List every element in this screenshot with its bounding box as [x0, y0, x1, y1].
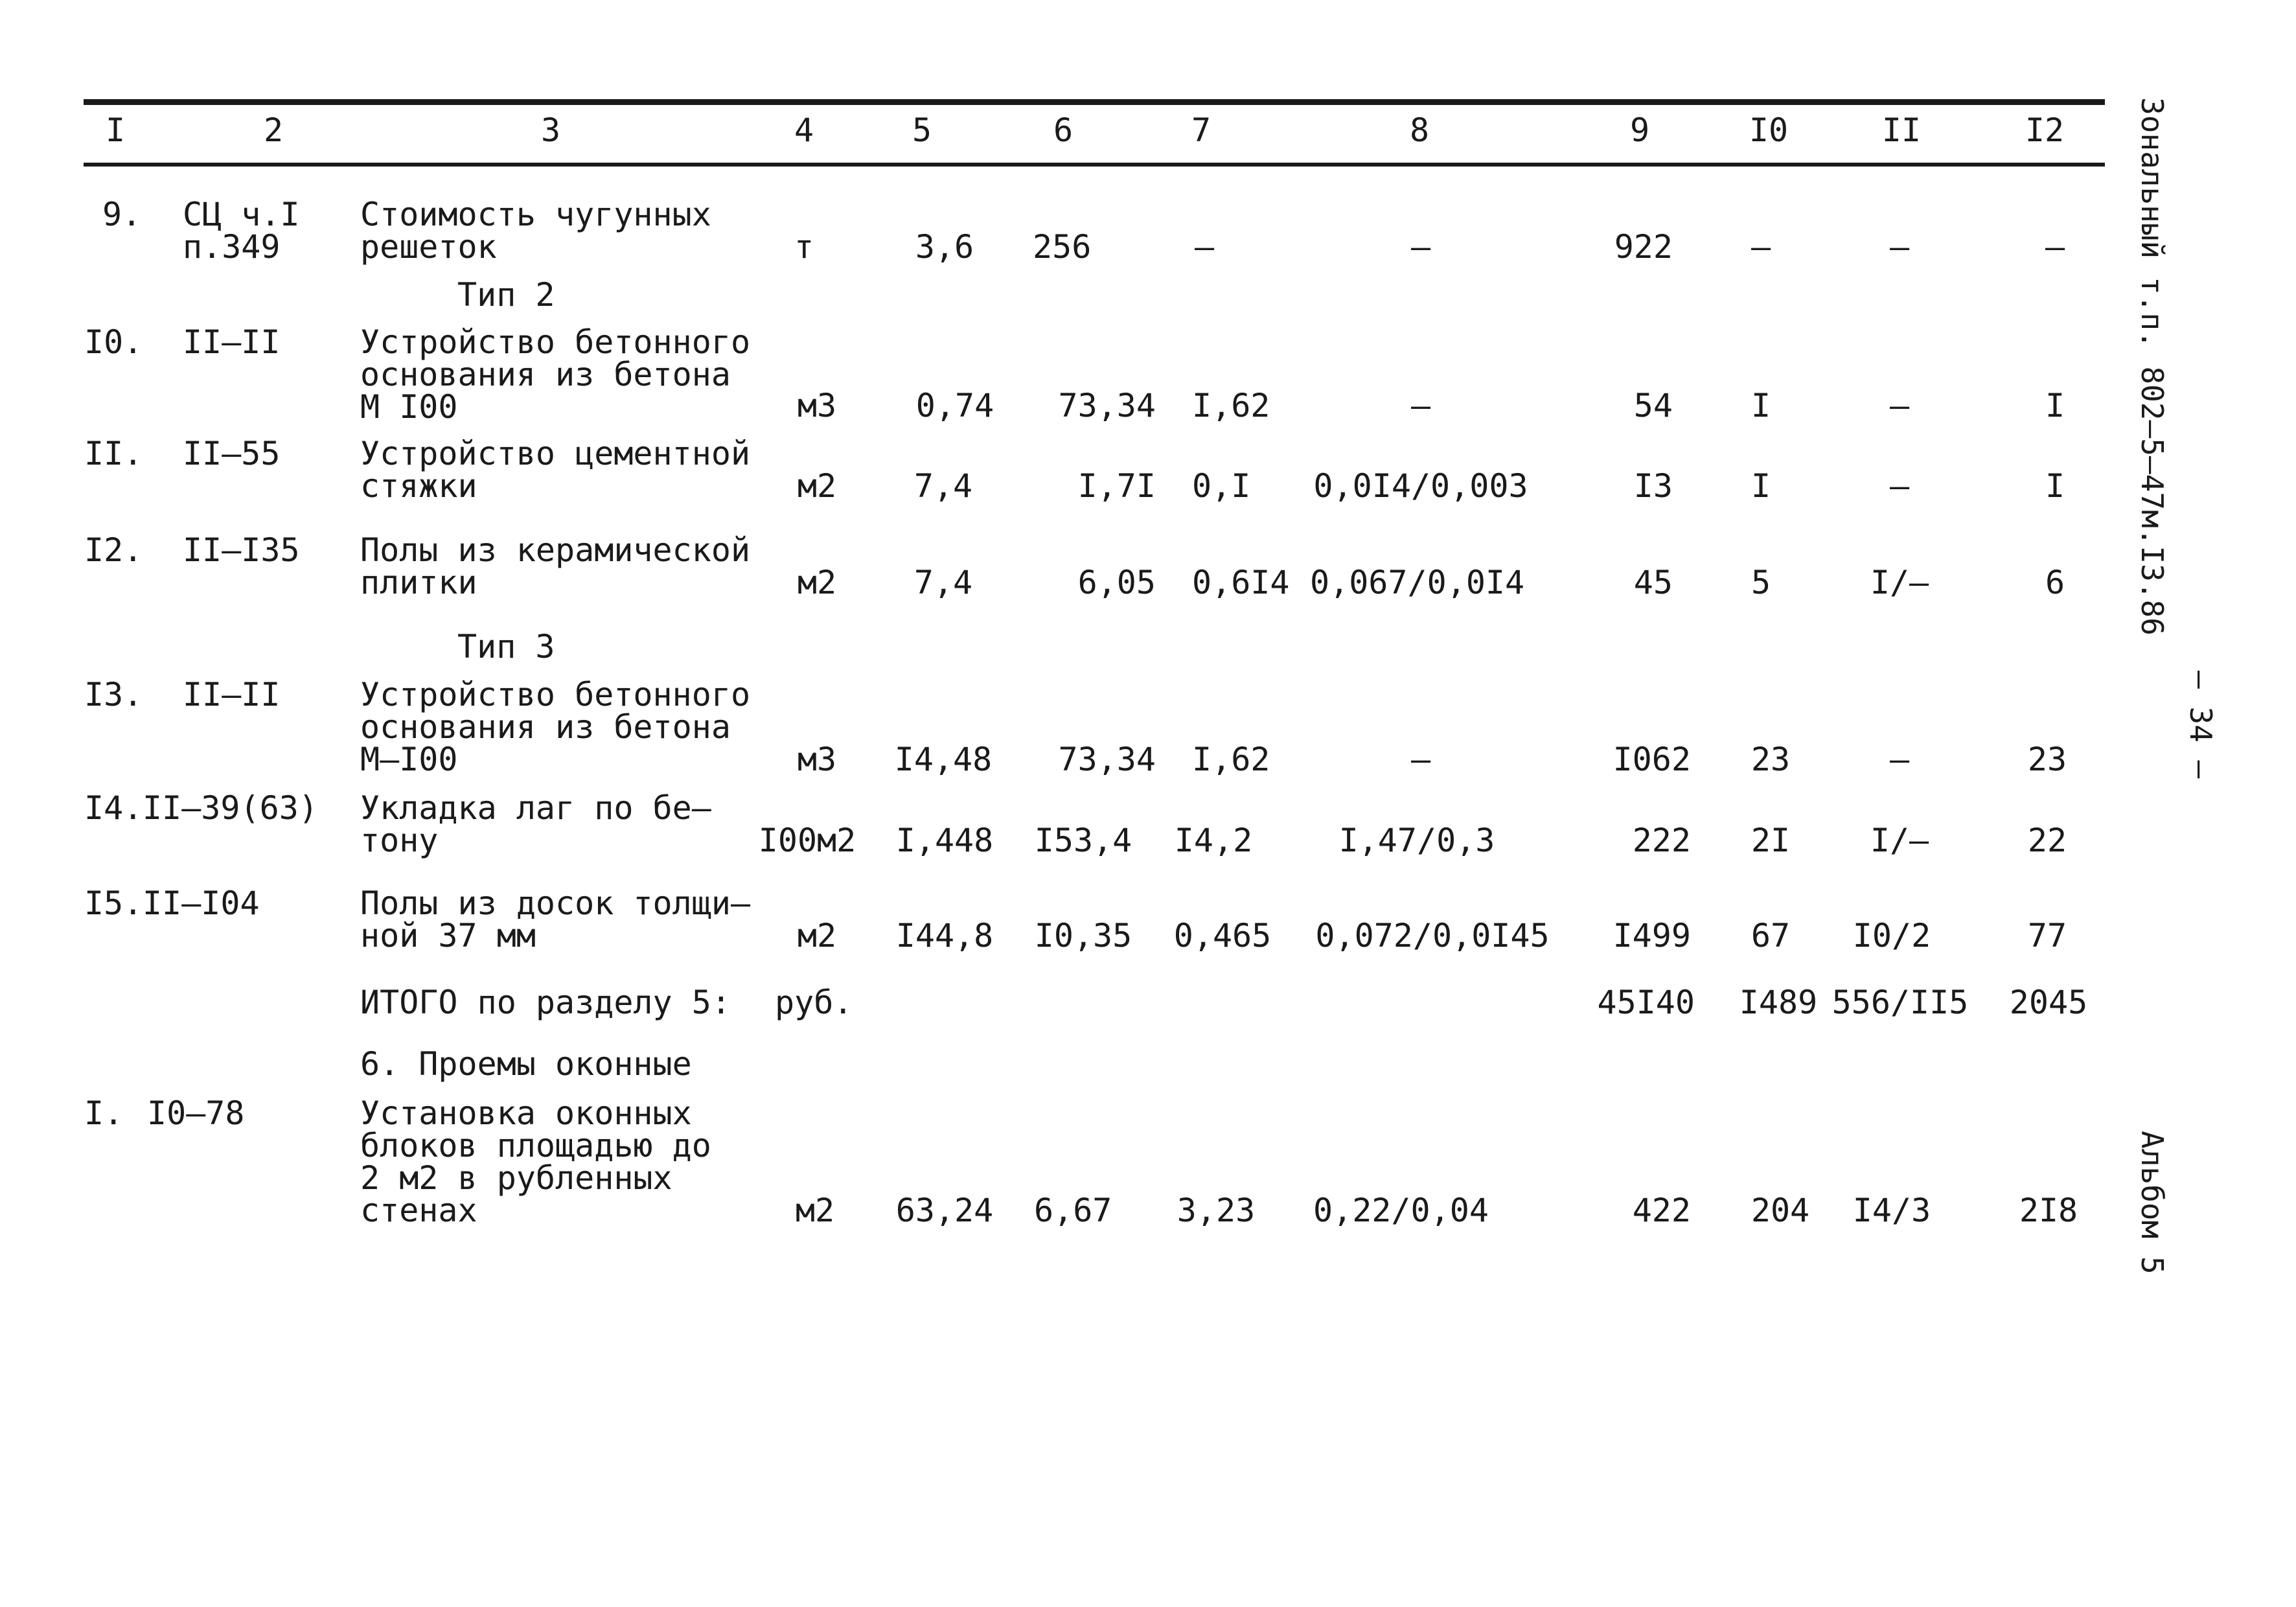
- header-col-6: 6: [1053, 111, 1073, 149]
- header-col-7: 7: [1191, 111, 1211, 149]
- row-col7: 0,I: [1192, 467, 1251, 505]
- row-col7: I,62: [1192, 387, 1270, 424]
- row-price: 73,34: [1058, 387, 1156, 424]
- row-col9: 54: [1633, 387, 1673, 424]
- row-col7: 0,6I4: [1192, 564, 1290, 601]
- row-col12: –: [2045, 228, 2065, 266]
- row-unit: м2: [797, 917, 837, 954]
- row-code: II–II: [183, 676, 281, 713]
- row-col11: –: [1889, 467, 1910, 505]
- header-col-10: I0: [1749, 111, 1789, 149]
- header-col-11: II: [1881, 111, 1922, 149]
- row-price: I,7I: [1077, 467, 1156, 505]
- row-col11: –: [1889, 228, 1910, 266]
- row-col8: 0,067/0,0I4: [1310, 564, 1525, 601]
- row-quantity: 7,4: [913, 467, 973, 505]
- row-number: I2.: [84, 531, 143, 569]
- type-3-heading: Тип 3: [457, 628, 555, 665]
- total-col12: 2045: [2009, 984, 2088, 1021]
- row-quantity: I44,8: [895, 917, 994, 954]
- row-quantity: I,448: [895, 822, 994, 859]
- row-col9: I499: [1613, 917, 1691, 954]
- row-col7: –: [1194, 228, 1215, 266]
- row-col10: I: [1751, 467, 1771, 505]
- row-col11: I0/2: [1852, 917, 1931, 954]
- row-col11: I/–: [1870, 564, 1929, 601]
- row-unit: м2: [797, 467, 837, 505]
- row-price: 6,05: [1077, 564, 1156, 601]
- row-unit: м2: [797, 564, 837, 601]
- row-code: II–39(63): [143, 789, 318, 827]
- row-col11: I4/3: [1852, 1192, 1931, 1229]
- row-unit: м2: [795, 1192, 835, 1229]
- row-quantity: 63,24: [895, 1192, 994, 1229]
- row-col8: 0,072/0,0I45: [1315, 917, 1550, 954]
- side-album-label: Альбом 5: [2135, 1131, 2170, 1275]
- row-description: Полы из керамической плитки: [360, 531, 751, 601]
- row-unit: м3: [797, 387, 837, 424]
- row-description: Устройство цементной стяжки: [360, 435, 751, 505]
- header-col-4: 4: [794, 111, 814, 149]
- row-col10: 67: [1751, 917, 1791, 954]
- table-header-rule: [84, 163, 2105, 167]
- total-unit: руб.: [775, 984, 853, 1021]
- row-col10: –: [1751, 228, 1771, 266]
- row-description: Укладка лаг по бе– тону: [360, 789, 711, 859]
- row-col10: 23: [1751, 741, 1791, 778]
- row-number: I4.: [84, 789, 143, 827]
- row-unit: м3: [797, 741, 837, 778]
- total-col9: 45I40: [1597, 984, 1695, 1021]
- row-col8: 0,22/0,04: [1313, 1192, 1489, 1229]
- row-number: 9.: [102, 196, 142, 233]
- header-col-2: 2: [263, 111, 284, 149]
- row-price: 6,67: [1034, 1192, 1112, 1229]
- row-number: I.: [84, 1094, 124, 1132]
- row-code: II–55: [183, 435, 281, 472]
- row-quantity: I4,48: [894, 741, 993, 778]
- row-col8: –: [1410, 228, 1431, 266]
- row-col12: 77: [2027, 917, 2067, 954]
- row-col12: I: [2045, 387, 2065, 424]
- row-col9: I062: [1613, 741, 1691, 778]
- row-description: Стоимость чугунных решеток: [360, 196, 711, 266]
- row-number: I5.: [84, 884, 143, 922]
- row-description: Полы из досок толщи– ной 37 мм: [360, 884, 751, 954]
- row-description: Устройство бетонного основания из бетона М I00: [360, 323, 751, 426]
- row-code: II–II: [183, 323, 281, 361]
- row-col11: –: [1889, 741, 1910, 778]
- header-col-1: I: [105, 111, 126, 149]
- header-col-9: 9: [1629, 111, 1650, 149]
- row-col12: 6: [2045, 564, 2065, 601]
- header-col-8: 8: [1409, 111, 1430, 149]
- row-col8: –: [1410, 387, 1431, 424]
- row-quantity: 0,74: [915, 387, 994, 424]
- row-code: II–I35: [183, 531, 300, 569]
- row-price: I0,35: [1034, 917, 1132, 954]
- header-col-3: 3: [540, 111, 561, 149]
- row-col10: 5: [1751, 564, 1771, 601]
- row-col8: –: [1410, 741, 1431, 778]
- row-col9: 222: [1632, 822, 1691, 859]
- row-col8: I,47/0,3: [1338, 822, 1495, 859]
- row-col10: 204: [1751, 1192, 1810, 1229]
- row-col12: 2I8: [2019, 1192, 2078, 1229]
- row-code: II–I04: [143, 884, 260, 922]
- total-col10: I489: [1739, 984, 1818, 1021]
- row-col12: 22: [2027, 822, 2067, 859]
- row-number: I3.: [84, 676, 143, 713]
- row-col10: I: [1751, 387, 1771, 424]
- row-unit: I00м2: [758, 822, 856, 859]
- row-col11: –: [1889, 387, 1910, 424]
- header-col-5: 5: [912, 111, 932, 149]
- row-col12: I: [2045, 467, 2065, 505]
- row-number: II.: [84, 435, 143, 472]
- row-number: I0.: [84, 323, 143, 361]
- side-document-code: Зональный т.п. 802–5–47м.I3.86: [2135, 97, 2170, 636]
- row-col9: 45: [1633, 564, 1673, 601]
- row-description: Устройство бетонного основания из бетона М–I00: [360, 676, 751, 778]
- section-6-heading: 6. Проемы оконные: [360, 1045, 692, 1083]
- table-top-rule: [84, 99, 2105, 105]
- row-col7: I4,2: [1174, 822, 1253, 859]
- row-description: Установка оконных блоков площадью до 2 м2 в рубленных стенах: [360, 1094, 711, 1229]
- row-col10: 2I: [1751, 822, 1791, 859]
- row-quantity: 7,4: [913, 564, 973, 601]
- row-col11: I/–: [1870, 822, 1929, 859]
- row-col9: I3: [1633, 467, 1673, 505]
- row-col9: 422: [1632, 1192, 1691, 1229]
- row-price: 73,34: [1058, 741, 1156, 778]
- header-col-12: I2: [2025, 111, 2065, 149]
- row-code: I0–78: [147, 1094, 245, 1132]
- row-col7: 3,23: [1177, 1192, 1256, 1229]
- row-col12: 23: [2027, 741, 2067, 778]
- row-price: I53,4: [1034, 822, 1132, 859]
- row-col7: 0,465: [1173, 917, 1272, 954]
- total-col11: 556/II5: [1831, 984, 1969, 1021]
- type-2-heading: Тип 2: [457, 276, 555, 314]
- total-label: ИТОГО по разделу 5:: [360, 984, 731, 1021]
- row-price: 256: [1033, 228, 1092, 266]
- row-code: СЦ ч.I п.349: [183, 196, 300, 266]
- row-col7: I,62: [1192, 741, 1270, 778]
- row-unit: т: [794, 228, 814, 266]
- row-quantity: 3,6: [915, 228, 974, 266]
- row-col9: 922: [1614, 228, 1673, 266]
- row-col8: 0,0I4/0,003: [1313, 467, 1528, 505]
- side-page-number: – 34 –: [2183, 671, 2218, 779]
